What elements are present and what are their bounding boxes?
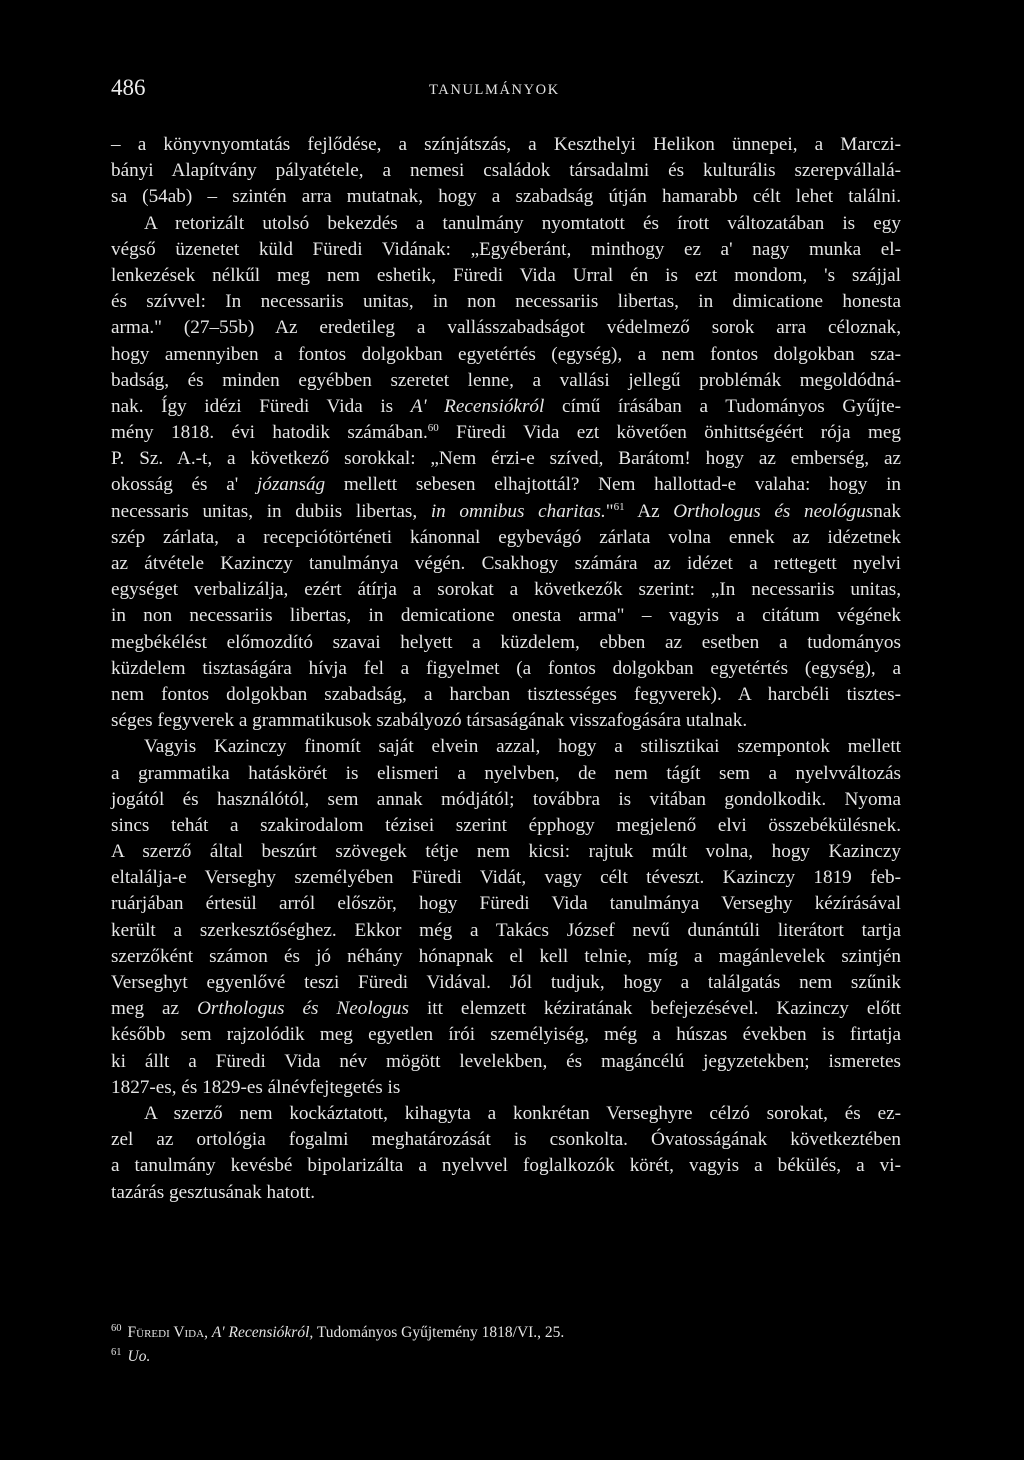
work-title: A' Recensiókról, [211, 1324, 314, 1341]
text-line: megbékélést előmozdító szavai helyett a küzdelem, ebben az esetben a tudományos [111, 631, 901, 653]
page-number: 486 [111, 75, 146, 100]
text-run: Füredi Vida ezt követően önhittségéért rója meg [438, 422, 901, 444]
paragraph [111, 211, 901, 735]
body-text [111, 132, 901, 1206]
footnote-author: Füredi Vida [127, 1324, 205, 1341]
paragraph [111, 132, 901, 211]
text-line [111, 499, 901, 525]
work-title: Orthologus és neológus [673, 500, 874, 522]
text-line: A szerző által beszúrt szövegek tétje nem kicsi: rajtuk múlt volna, hogy Kazinczy [111, 841, 901, 863]
text-line: 1827-es, és 1829-es álnévfejtegetés is [111, 1076, 401, 1098]
text-line: séges fegyverek a grammatikusok szabályozó társaságának visszafogására utalnak. [111, 710, 748, 732]
text-line: ruárjában értesül arról először, hogy Füredi Vida tanulmánya Verseghy kézírásával [111, 893, 901, 915]
paragraph [111, 734, 901, 1101]
text-line: szerzőként számon és jó néhány hónapnak el kell telnie, míg a magánlevelek szintjén [111, 945, 901, 967]
footnote-ref: 61 [613, 500, 625, 513]
footnotes [111, 1321, 901, 1369]
text-run: itt elemzett kéziratának befejezésével. Kazinczy előtt [408, 998, 901, 1020]
text-line: a tanulmány kevésbé bipolarizálta a nyelvvel foglalkozók körét, vagyis a békülés, a vi- [111, 1155, 901, 1177]
work-title: Orthologus és Neologus [197, 998, 409, 1020]
text-run: meg az [111, 998, 198, 1020]
text-line [111, 420, 901, 446]
text-run: " [605, 500, 614, 522]
page-header [111, 72, 911, 106]
footnote [111, 1345, 901, 1369]
text-line: ki állt a Füredi Vida név mögött levelekben, és magáncélú jegyzetekben; ismeretes [111, 1050, 901, 1072]
text-line: szép zárlata, a recepciótörténeti kánonnal egybevágó zárlata volna ennek az idézetnek [111, 526, 901, 548]
footnote-ref: 60 [427, 422, 439, 435]
emphasis: in omnibus charitas. [430, 500, 606, 522]
text-line: tazárás gesztusának hatott. [111, 1181, 316, 1203]
text-line: jogától és használótól, sem annak módjától; továbbra is vitában gondolkodik. Nyoma [111, 788, 901, 810]
text-line: lenkezések nélkűl meg nem eshetik, Füredi Vida Urral én is ezt mondom, 's szájjal [111, 264, 901, 286]
text-run: okosság és a' [111, 474, 257, 496]
text-line: Verseghyt egyenlővé teszi Füredi Vidával. Jól tudjuk, hogy a találgatás nem szűnik [111, 972, 901, 993]
running-head: TANULMÁNYOK [429, 82, 560, 98]
emphasis: józanság [256, 474, 326, 496]
footnote-text: Uo. [127, 1348, 151, 1365]
footnote [111, 1321, 901, 1345]
text-line: került a szerkesztőséghez. Ekkor még a Takács József nevű dunántúli literátort tartja [111, 919, 901, 941]
text-line: a grammatika hatáskörét is elismeri a nyelvben, de nem tágít sem a nyelvváltozás [111, 762, 901, 784]
text-line [111, 394, 901, 420]
text-line [111, 472, 901, 498]
text-run: nak [873, 500, 901, 522]
text-line: P. Sz. A.-t, a következő sorokkal: „Nem érzi-e szíved, Barátom! hogy az emberség, az [111, 448, 901, 470]
text-line: sincs tehát a szakirodalom tézisei szerint épphogy megjelenő elvi összebékülésnek. [111, 814, 901, 836]
text-line: végső üzenetet küld Füredi Vidának: „Egyéberánt, minthogy ez a' nagy munka el- [111, 238, 901, 260]
text-run: mény 1818. évi hatodik számában. [111, 422, 428, 444]
footnote-number: 60 [111, 1323, 122, 1334]
text-line: bányi Alapítvány pályatétele, a nemesi családok társadalmi és kulturális szerepvállalá- [111, 160, 901, 182]
footnote-number: 61 [111, 1347, 122, 1358]
text-run: Az [624, 500, 674, 522]
text-line: arma." (27–55b) Az eredetileg a vallásszabadságot védelmező sorok arra céloznak, [111, 317, 901, 339]
text-run: című írásában a Tudományos Gyűjte- [544, 395, 901, 417]
text-run: mellett sebesen elhajtottál? Nem hallottad-e valaha: hogy in [325, 474, 901, 496]
paragraph [111, 1101, 901, 1206]
text-run: nak. Így idézi Füredi Vida is [111, 395, 411, 417]
text-run: , [204, 1324, 212, 1341]
text-line: hogy amennyiben a fontos dolgokban egyetértés (egység), a nem fontos dolgokban sza- [111, 343, 901, 365]
text-line [111, 996, 901, 1022]
text-line: – a könyvnyomtatás fejlődése, a színjátszás, a Keszthelyi Helikon ünnepei, a Marczi- [111, 134, 901, 155]
text-line: A szerző nem kockáztatott, kihagyta a konkrétan Verseghyre célzó sorokat, és ez- [144, 1102, 901, 1124]
text-line: eltalálja-e Verseghy személyében Füredi Vidát, vagy célt téveszt. Kazinczy 1819 feb- [111, 867, 901, 889]
text-line: és szívvel: In necessariis unitas, in non necessariis libertas, in dimicatione honesta [111, 291, 901, 313]
text-line: nem fontos dolgokban szabadság, a harcban tisztességes fegyverek). A harcbéli tisztes- [111, 683, 901, 705]
text-line: badság, és minden egyébben szeretet lenne, a vallási jellegű problémák megoldódná- [111, 369, 901, 391]
text-line: in non necessariis libertas, in demicatione onesta arma" – vagyis a citátum végének [111, 605, 901, 627]
text-line: sa (54ab) – szintén arra mutatnak, hogy a szabadság útján hamarabb célt lehet találni. [111, 186, 901, 208]
text-line: később sem rajzolódik meg egyetlen írói személyiség, még a húszas években is firtatja [111, 1024, 901, 1046]
work-title: A' Recensiókról [410, 395, 545, 417]
text-line: küzdelem tisztaságára hívja fel a figyelmet (a fontos dolgokban egyetértés (egység), a [111, 657, 901, 679]
text-line: zel az ortológia fogalmi meghatározását is csonkolta. Óvatosságának következtében [111, 1129, 901, 1151]
text-run: necessaris unitas, in dubiis libertas, [111, 500, 431, 522]
text-line: egységet verbalizálja, ezért átírja a sorokat a következők szerint: „In necessariis unitas, [111, 579, 901, 601]
text-run: Tudományos Gyűjtemény 1818/VI., 25. [313, 1324, 565, 1341]
text-line: A retorizált utolsó bekezdés a tanulmány nyomtatott és írott változatában is egy [144, 212, 901, 234]
text-line: az átvétele Kazinczy tanulmánya végén. Csakhogy számára az idézet a rettegett nyelvi [111, 553, 901, 574]
text-line: Vagyis Kazinczy finomít saját elvein azzal, hogy a stilisztikai szempontok mellett [144, 736, 901, 758]
